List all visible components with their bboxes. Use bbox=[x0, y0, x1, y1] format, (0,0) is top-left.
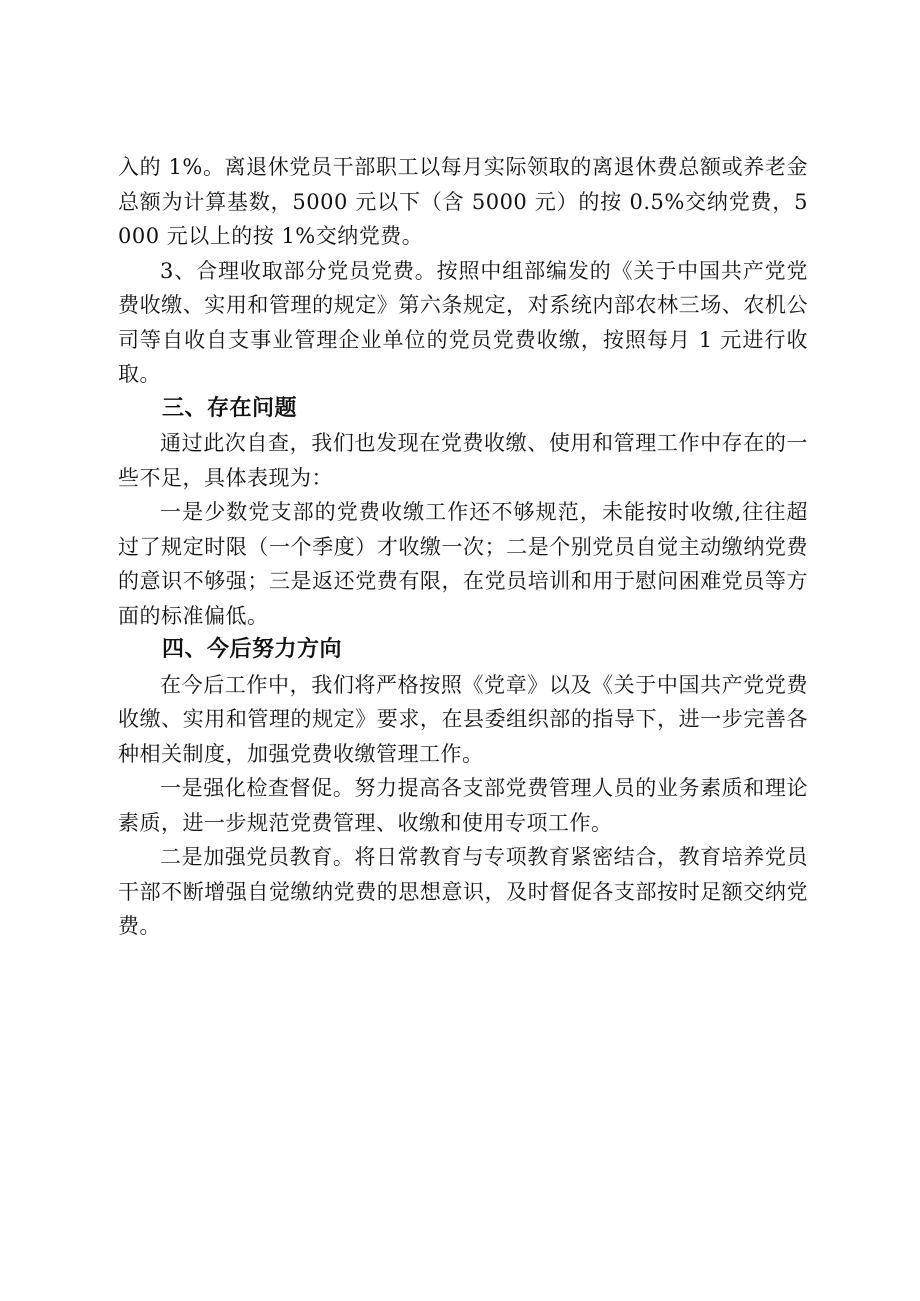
paragraph-self-check-intro: 通过此次自查，我们也发现在党费收缴、使用和管理工作中存在的一些不足，具体表现为： bbox=[118, 431, 808, 490]
section-heading-problems: 三、存在问题 bbox=[162, 395, 298, 421]
paragraph-future-work: 在今后工作中，我们将严格按照《党章》以及《关于中国共产党党费收缴、实用和管理的规定》要求，在县委组织部的指导下，进一步完善各种相关制度，加强党费收缴管理工作。 bbox=[118, 672, 808, 766]
paragraph-member-education: 二是加强党员教育。将日常教育与专项教育紧密结合，教育培养党员干部不断增强自觉缴纳党费的思想意识，及时督促各支部按时足额交纳党费。 bbox=[118, 845, 808, 938]
paragraph-problem-list: 一是少数党支部的党费收缴工作还不够规范，未能按时收缴,往往超过了规定时限（一个季度）才收缴一次；二是个别党员自觉主动缴纳党费的意识不够强；三是返还党费有限，在党员培训和用于慰问困难党员等方面的标准偏低。 bbox=[118, 500, 808, 628]
paragraph-partial-fee-collection: 3、合理收取部分党员党费。按照中组部编发的《关于中国共产党党费收缴、实用和管理的规定》第六条规定，对系统内部农林三场、农机公司等自收自支事业管理企业单位的党员党费收缴，按照每月 1 元进行收取。 bbox=[118, 258, 808, 386]
document-body bbox=[118, 150, 808, 944]
paragraph-strengthen-inspection: 一是强化检查督促。努力提高各支部党费管理人员的业务素质和理论素质，进一步规范党费管理、收缴和使用专项工作。 bbox=[118, 776, 808, 835]
paragraph-fee-calculation: 入的 1%。离退休党员干部职工以每月实际领取的离退休费总额或养老金总额为计算基数，5000 元以下（含 5000 元）的按 0.5%交纳党费，5000 元以上的按 1%交纳党费。 bbox=[118, 155, 808, 248]
section-heading-future-direction: 四、今后努力方向 bbox=[162, 637, 343, 662]
